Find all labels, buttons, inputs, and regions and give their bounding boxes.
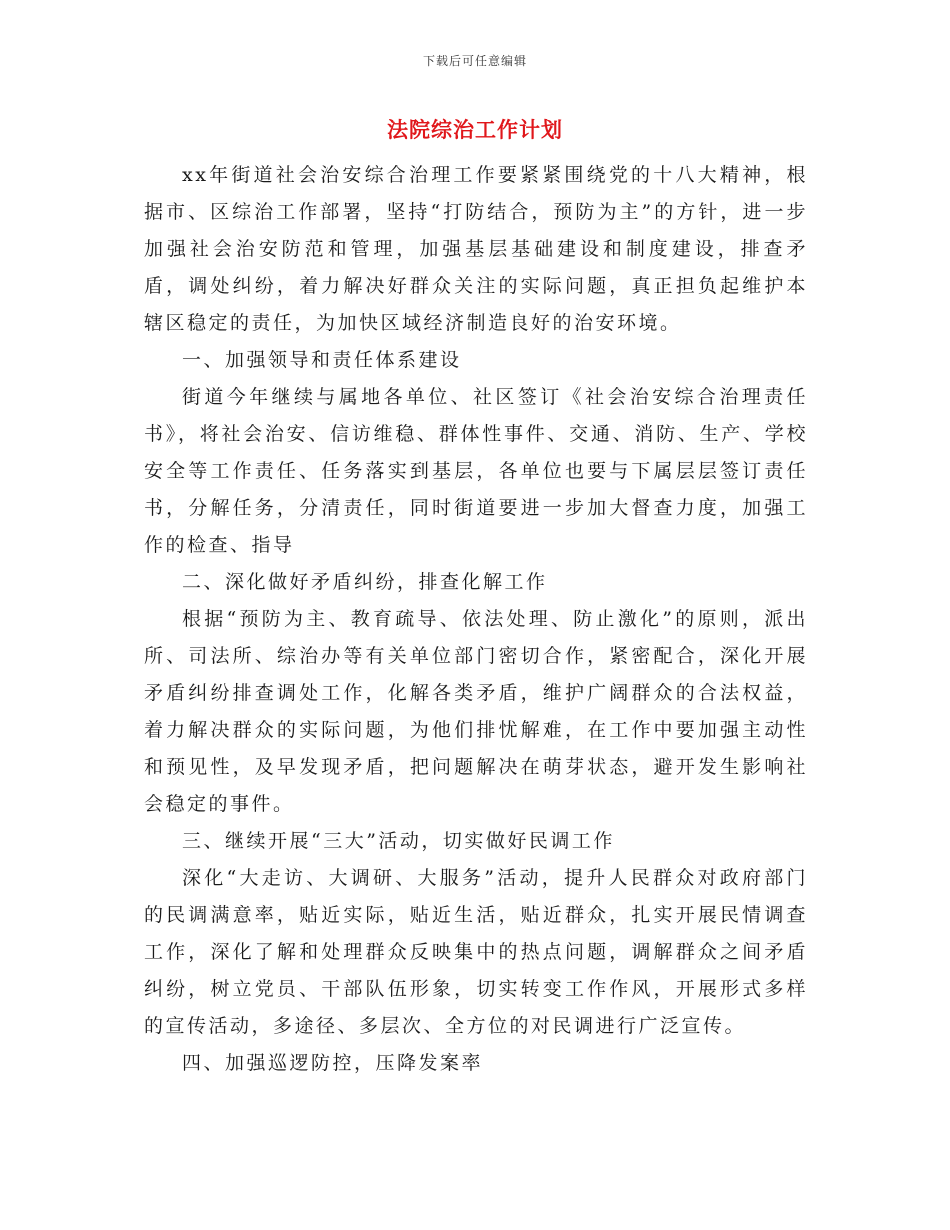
- section-heading-1: 一、加强领导和责任体系建设: [182, 349, 462, 371]
- document-body: [144, 157, 808, 1082]
- section-3-paragraph: 深化“大走访、大调研、大服务”活动，提升人民群众对政府部门的民调满意率，贴近实际，贴近生活，贴近群众，扎实开展民情调查工作，深化了解和处理群众反映集中的热点问题，调解群众之间矛盾纠纷，树立党员、干部队伍形象，切实转变工作作风，开展形式多样的宣传活动，多途径、多层次、全方位的对民调进行广泛宣传。: [144, 867, 808, 1037]
- section-heading-3: 三、继续开展“三大”活动，切实做好民调工作: [182, 830, 615, 852]
- document-title: 法院综治工作计划: [387, 117, 563, 142]
- section-heading-4: 四、加强巡逻防控，压降发案率: [182, 1052, 484, 1074]
- section-2-paragraph: 根据“预防为主、教育疏导、依法处理、防止激化”的原则，派出所、司法所、综治办等有关单位部门密切合作，紧密配合，深化开展矛盾纠纷排查调处工作，化解各类矛盾，维护广阔群众的合法权益，着力解决群众的实际问题，为他们排忧解难，在工作中要加强主动性和预见性，及早发现矛盾，把问题解决在萌芽状态，避开发生影响社会稳定的事件。: [144, 608, 808, 815]
- header-note: 下载后可任意编辑: [422, 54, 527, 68]
- section-heading-2: 二、深化做好矛盾纠纷，排查化解工作: [182, 571, 548, 593]
- intro-paragraph: xx年街道社会治安综合治理工作要紧紧围绕党的十八大精神，根据市、区综治工作部署，坚持“打防结合，预防为主”的方针，进一步加强社会治安防范和管理，加强基层基础建设和制度建设，排查矛盾，调处纠纷，着力解决好群众关注的实际问题，真正担负起维护本辖区稳定的责任，为加快区域经济制造良好的治安环境。: [144, 164, 808, 334]
- section-1-paragraph: 街道今年继续与属地各单位、社区签订《社会治安综合治理责任书》，将社会治安、信访维稳、群体性事件、交通、消防、生产、学校安全等工作责任、任务落实到基层，各单位也要与下属层层签订责任书，分解任务，分清责任，同时街道要进一步加大督查力度，加强工作的检查、指导: [144, 386, 808, 556]
